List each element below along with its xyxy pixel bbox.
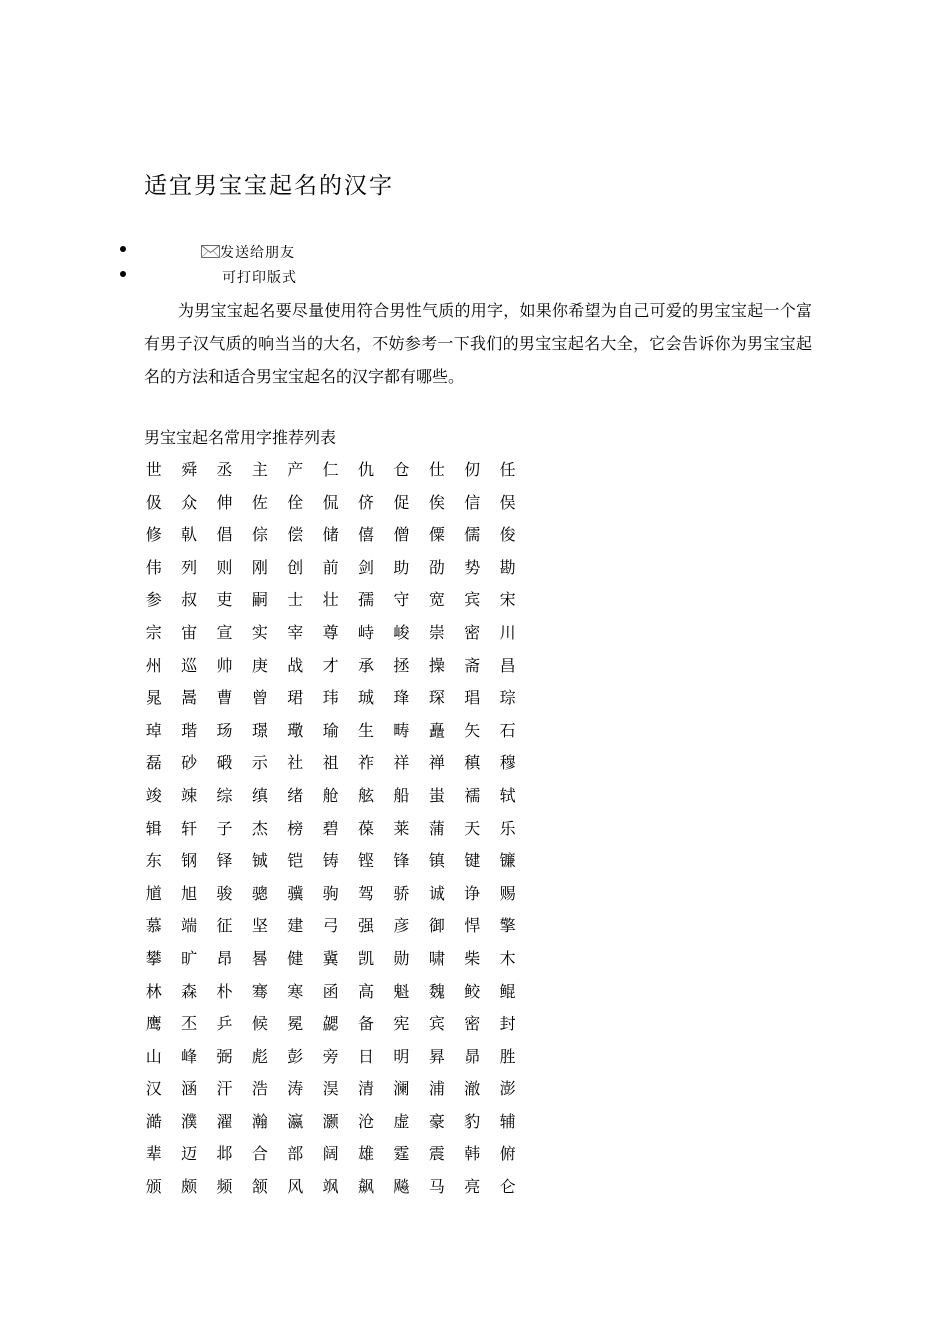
character-cell: 仁 (322, 460, 339, 479)
table-row (136, 584, 525, 617)
character-cell: 豹 (464, 1111, 481, 1131)
character-cell: 琮 (499, 688, 516, 708)
character-cell: 伟 (145, 557, 162, 577)
character-cell: 碫 (216, 753, 233, 773)
list-heading: 男宝宝起名常用字推荐列表 (144, 428, 337, 447)
character-cell: 驾 (358, 883, 375, 903)
character-cell: 澎 (499, 1079, 516, 1099)
character-cell: 劭 (428, 557, 445, 577)
character-cell: 伸 (216, 492, 233, 512)
character-cell: 修 (145, 525, 162, 545)
character-cell: 则 (216, 557, 233, 577)
character-cell: 助 (393, 557, 410, 577)
character-cell: 侪 (358, 492, 375, 512)
character-cell: 频 (216, 1177, 233, 1197)
table-row (136, 715, 525, 748)
character-cell: 操 (428, 655, 445, 675)
character-cell: 端 (181, 916, 198, 936)
character-cell: 澔 (145, 1111, 162, 1131)
character-cell: 船 (393, 785, 410, 805)
character-cell: 壮 (322, 590, 339, 610)
character-cell: 虚 (393, 1111, 410, 1131)
table-row (136, 519, 525, 552)
character-cell: 矢 (464, 720, 481, 740)
character-cell: 崇 (428, 622, 445, 642)
table-row (136, 617, 525, 650)
character-cell: 弓 (322, 916, 339, 936)
character-cell: 昴 (464, 1046, 481, 1066)
character-cell: 日 (358, 1046, 375, 1066)
character-cell: 韩 (464, 1144, 481, 1164)
character-cell: 雄 (358, 1144, 375, 1164)
character-cell: 清 (358, 1079, 375, 1099)
character-cell: 宾 (428, 1014, 445, 1034)
character-cell: 锋 (393, 851, 410, 871)
send-to-friend-label: 发送给朋友 (220, 245, 295, 261)
character-cell: 钢 (181, 851, 198, 871)
character-cell: 骥 (287, 883, 304, 903)
printable-version-label: 可打印版式 (222, 270, 297, 286)
character-cell: 飒 (322, 1177, 339, 1197)
character-cell: 峙 (358, 622, 375, 642)
character-cell: 宣 (216, 622, 233, 642)
character-cell: 任 (499, 460, 516, 479)
character-cell: 宽 (428, 590, 445, 610)
character-cell: 川 (499, 622, 516, 642)
character-cell: 鲲 (499, 981, 516, 1001)
character-cell: 祚 (358, 753, 375, 773)
character-cell: 旁 (322, 1046, 339, 1066)
character-cell: 承 (358, 655, 375, 675)
character-cell: 濯 (216, 1111, 233, 1131)
character-cell: 骞 (251, 981, 268, 1001)
character-cell: 峰 (181, 1046, 198, 1066)
character-grid (136, 454, 525, 1204)
character-cell: 浦 (428, 1079, 445, 1099)
character-cell: 澜 (393, 1079, 410, 1099)
table-row (136, 487, 525, 520)
character-cell: 辈 (145, 1144, 162, 1164)
character-cell: 宙 (181, 622, 198, 642)
character-cell: 峻 (393, 622, 410, 642)
character-cell: 阔 (322, 1144, 339, 1164)
envelope-icon (201, 245, 220, 258)
character-cell: 魁 (393, 981, 410, 1001)
character-cell: 石 (499, 720, 516, 740)
character-cell: 帅 (216, 655, 233, 675)
character-cell: 柴 (464, 948, 481, 968)
character-cell: 势 (464, 557, 481, 577)
character-cell: 胜 (499, 1046, 516, 1066)
character-cell: 颁 (145, 1177, 162, 1197)
table-row (136, 910, 525, 943)
character-cell: 驹 (322, 883, 339, 903)
character-cell: 俟 (428, 492, 445, 512)
character-cell: 砂 (181, 753, 198, 773)
character-cell: 蒲 (428, 818, 445, 838)
character-cell: 霆 (393, 1144, 410, 1164)
character-cell: 彪 (251, 1046, 268, 1066)
table-row (136, 1008, 525, 1041)
character-cell: 铿 (358, 851, 375, 871)
character-cell: 主 (251, 460, 268, 479)
character-cell: 舱 (322, 785, 339, 805)
character-cell: 备 (358, 1014, 375, 1034)
character-cell: 森 (181, 981, 198, 1001)
character-cell: 瑜 (322, 720, 339, 740)
character-cell: 璥 (287, 720, 304, 740)
character-cell: 叔 (181, 590, 198, 610)
character-cell: 淏 (322, 1079, 339, 1099)
character-cell: 倡 (216, 525, 233, 545)
character-cell: 啸 (428, 948, 445, 968)
character-cell: 俯 (499, 1144, 516, 1164)
character-cell: 朴 (216, 981, 233, 1001)
character-cell: 仓 (393, 460, 410, 479)
table-row (136, 1041, 525, 1074)
character-cell: 铸 (322, 851, 339, 871)
character-cell: 杰 (251, 818, 268, 838)
character-cell: 候 (251, 1014, 268, 1034)
character-cell: 轼 (499, 785, 516, 805)
character-cell: 碧 (322, 818, 339, 838)
character-cell: 寒 (287, 981, 304, 1001)
character-cell: 轩 (181, 818, 198, 838)
character-cell: 弼 (216, 1046, 233, 1066)
character-cell: 辑 (145, 818, 162, 838)
character-cell: 飚 (393, 1177, 410, 1197)
character-cell: 骄 (393, 883, 410, 903)
character-cell: 祖 (322, 753, 339, 773)
character-cell: 晷 (251, 948, 268, 968)
character-cell: 辅 (499, 1111, 516, 1131)
character-cell: 豪 (428, 1111, 445, 1131)
character-cell: 剑 (358, 557, 375, 577)
character-cell: 孺 (358, 590, 375, 610)
character-cell: 世 (145, 460, 162, 479)
character-cell: 部 (287, 1144, 304, 1164)
character-cell: 天 (464, 818, 481, 838)
table-row (136, 650, 525, 683)
character-cell: 竣 (145, 785, 162, 805)
character-cell: 储 (322, 525, 339, 545)
character-cell: 函 (322, 981, 339, 1001)
character-cell: 颇 (181, 1177, 198, 1197)
page-title: 适宜男宝宝起名的汉字 (144, 173, 394, 199)
character-cell: 矗 (428, 720, 445, 740)
character-cell: 建 (287, 916, 304, 936)
character-cell: 琒 (393, 688, 410, 708)
table-row (136, 552, 525, 585)
character-cell: 社 (287, 753, 304, 773)
character-cell: 伋 (145, 492, 162, 512)
character-cell: 拯 (393, 655, 410, 675)
character-cell: 攀 (145, 948, 162, 968)
character-cell: 密 (464, 1014, 481, 1034)
character-cell: 综 (216, 785, 233, 805)
character-cell: 莱 (393, 818, 410, 838)
character-cell: 瀛 (287, 1111, 304, 1131)
character-cell: 勰 (322, 1014, 339, 1034)
character-cell: 琛 (428, 688, 445, 708)
character-cell: 乒 (216, 1014, 233, 1034)
character-cell: 示 (251, 753, 268, 773)
character-cell: 倝 (181, 525, 198, 545)
character-cell: 绪 (287, 785, 304, 805)
character-cell: 佐 (251, 492, 268, 512)
character-cell: 璟 (251, 720, 268, 740)
character-cell: 镇 (428, 851, 445, 871)
character-cell: 宰 (287, 622, 304, 642)
character-cell: 乐 (499, 818, 516, 838)
character-cell: 魏 (428, 981, 445, 1001)
list-bullet (120, 271, 126, 277)
character-cell: 侃 (322, 492, 339, 512)
character-cell: 稹 (464, 753, 481, 773)
character-cell: 穆 (499, 753, 516, 773)
character-cell: 铠 (287, 851, 304, 871)
character-cell: 琩 (464, 688, 481, 708)
table-row (136, 813, 525, 846)
character-cell: 州 (145, 655, 162, 675)
table-row (136, 1106, 525, 1139)
character-cell: 仑 (499, 1177, 516, 1197)
character-cell: 宋 (499, 590, 516, 610)
list-bullet (120, 246, 126, 252)
table-row (136, 845, 525, 878)
character-cell: 才 (322, 655, 339, 675)
character-cell: 产 (287, 460, 304, 479)
character-cell: 涵 (181, 1079, 198, 1099)
character-cell: 震 (428, 1144, 445, 1164)
character-cell: 仇 (358, 460, 375, 479)
character-cell: 强 (358, 916, 375, 936)
character-cell: 刚 (251, 557, 268, 577)
table-row (136, 943, 525, 976)
table-row (136, 780, 525, 813)
character-cell: 吏 (216, 590, 233, 610)
character-cell: 仕 (428, 460, 445, 479)
character-cell: 仞 (464, 460, 481, 479)
character-cell: 丕 (181, 1014, 198, 1034)
character-cell: 颔 (251, 1177, 268, 1197)
character-cell: 浩 (251, 1079, 268, 1099)
character-cell: 明 (393, 1046, 410, 1066)
character-cell: 铖 (251, 851, 268, 871)
character-cell: 丞 (216, 460, 233, 479)
character-cell: 生 (358, 720, 375, 740)
character-cell: 迈 (181, 1144, 198, 1164)
character-cell: 风 (287, 1177, 304, 1197)
character-cell: 木 (499, 948, 516, 968)
character-cell: 子 (216, 818, 233, 838)
table-row (136, 1138, 525, 1171)
character-cell: 畴 (393, 720, 410, 740)
character-cell: 马 (428, 1177, 445, 1197)
table-row (136, 1073, 525, 1106)
character-cell: 铎 (216, 851, 233, 871)
character-cell: 榜 (287, 818, 304, 838)
character-cell: 诚 (428, 883, 445, 903)
character-cell: 键 (464, 851, 481, 871)
character-cell: 鹰 (145, 1014, 162, 1034)
character-cell: 前 (322, 557, 339, 577)
character-cell: 冕 (287, 1014, 304, 1034)
character-cell: 士 (287, 590, 304, 610)
character-cell: 灏 (322, 1111, 339, 1131)
character-cell: 尊 (322, 622, 339, 642)
character-cell: 俣 (499, 492, 516, 512)
character-cell: 禅 (428, 753, 445, 773)
character-cell: 高 (358, 981, 375, 1001)
character-cell: 祥 (393, 753, 410, 773)
character-cell: 宪 (393, 1014, 410, 1034)
character-cell: 宾 (464, 590, 481, 610)
character-cell: 襦 (464, 785, 481, 805)
character-cell: 馗 (145, 883, 162, 903)
character-cell: 勋 (393, 948, 410, 968)
character-cell: 暠 (181, 688, 198, 708)
character-cell: 昪 (428, 1046, 445, 1066)
character-cell: 沧 (358, 1111, 375, 1131)
table-row (136, 976, 525, 1009)
character-cell: 磊 (145, 753, 162, 773)
send-to-friend-link[interactable] (0, 242, 950, 266)
character-cell: 斋 (464, 655, 481, 675)
character-cell: 瀚 (251, 1111, 268, 1131)
character-cell: 悍 (464, 916, 481, 936)
character-cell: 彭 (287, 1046, 304, 1066)
character-cell: 昂 (216, 948, 233, 968)
character-cell: 汉 (145, 1079, 162, 1099)
character-cell: 合 (251, 1144, 268, 1164)
character-cell: 珹 (358, 688, 375, 708)
character-cell: 葆 (358, 818, 375, 838)
character-cell: 诤 (464, 883, 481, 903)
character-cell: 赐 (499, 883, 516, 903)
character-cell: 飙 (358, 1177, 375, 1197)
character-cell: 促 (393, 492, 410, 512)
character-cell: 澈 (464, 1079, 481, 1099)
character-cell: 倧 (251, 525, 268, 545)
character-cell: 琸 (145, 720, 162, 740)
character-cell: 巡 (181, 655, 198, 675)
character-cell: 汗 (216, 1079, 233, 1099)
character-cell: 擎 (499, 916, 516, 936)
character-cell: 蚩 (428, 785, 445, 805)
character-cell: 凯 (358, 948, 375, 968)
character-cell: 征 (216, 916, 233, 936)
character-cell: 晁 (145, 688, 162, 708)
character-cell: 旭 (181, 883, 198, 903)
character-cell: 庚 (251, 655, 268, 675)
character-cell: 信 (464, 492, 481, 512)
table-row (136, 1171, 525, 1204)
character-cell: 邶 (216, 1144, 233, 1164)
character-cell: 林 (145, 981, 162, 1001)
character-cell: 参 (145, 590, 162, 610)
character-cell: 舷 (358, 785, 375, 805)
character-cell: 儒 (464, 525, 481, 545)
character-cell: 珺 (287, 688, 304, 708)
character-cell: 骢 (251, 883, 268, 903)
intro-paragraph: 为男宝宝起名要尽量使用符合男性气质的用字，如果你希望为自己可爱的男宝宝起一个富有男子汉气质的响当当的大名，不妨参考一下我们的男宝宝起名大全，它会告诉你为男宝宝起名的方法和适合男宝宝起名的汉字都有哪些。 (144, 301, 812, 386)
character-cell: 众 (181, 492, 198, 512)
character-cell: 涛 (287, 1079, 304, 1099)
table-row (136, 878, 525, 911)
character-cell: 濮 (181, 1111, 198, 1131)
character-cell: 封 (499, 1014, 516, 1034)
character-cell: 彦 (393, 916, 410, 936)
table-row (136, 454, 525, 487)
character-cell: 创 (287, 557, 304, 577)
character-cell: 镰 (499, 851, 516, 871)
character-cell: 坚 (251, 916, 268, 936)
character-cell: 俊 (499, 525, 516, 545)
character-cell: 冀 (322, 948, 339, 968)
character-cell: 偿 (287, 525, 304, 545)
character-cell: 佺 (287, 492, 304, 512)
character-cell: 曹 (216, 688, 233, 708)
character-cell: 僖 (358, 525, 375, 545)
character-cell: 东 (145, 851, 162, 871)
character-cell: 舜 (181, 460, 198, 479)
character-cell: 僳 (428, 525, 445, 545)
character-cell: 僧 (393, 525, 410, 545)
character-cell: 缜 (251, 785, 268, 805)
character-cell: 玚 (216, 720, 233, 740)
character-cell: 慕 (145, 916, 162, 936)
character-cell: 昌 (499, 655, 516, 675)
character-cell: 列 (181, 557, 198, 577)
character-cell: 战 (287, 655, 304, 675)
printable-version-link[interactable] (0, 267, 950, 291)
character-cell: 山 (145, 1046, 162, 1066)
character-cell: 玮 (322, 688, 339, 708)
character-cell: 竦 (181, 785, 198, 805)
character-cell: 瑎 (181, 720, 198, 740)
character-cell: 御 (428, 916, 445, 936)
character-cell: 守 (393, 590, 410, 610)
character-cell: 骏 (216, 883, 233, 903)
character-cell: 密 (464, 622, 481, 642)
table-row (136, 682, 525, 715)
character-cell: 实 (251, 622, 268, 642)
character-cell: 宗 (145, 622, 162, 642)
character-cell: 嗣 (251, 590, 268, 610)
character-cell: 健 (287, 948, 304, 968)
character-cell: 勘 (499, 557, 516, 577)
character-cell: 曾 (251, 688, 268, 708)
character-cell: 鲛 (464, 981, 481, 1001)
character-cell: 亮 (464, 1177, 481, 1197)
character-cell: 旷 (181, 948, 198, 968)
table-row (136, 747, 525, 780)
